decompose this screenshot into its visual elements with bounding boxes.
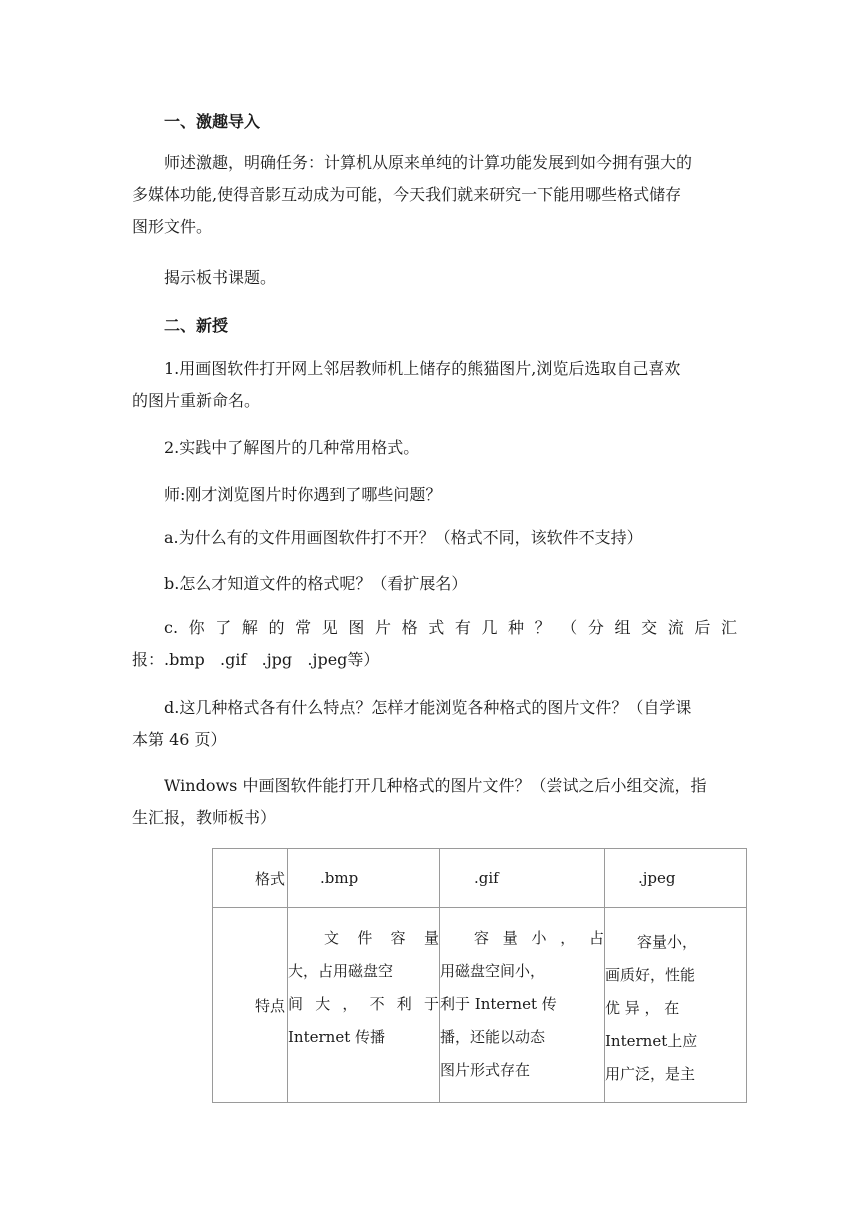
table-header-cell: .bmp [288,849,440,908]
section-heading-new: 二、新授 [164,316,229,335]
paragraph-line: d.这几种格式各有什么特点？怎样才能浏览各种格式的图片文件？（自学课 [164,698,692,717]
paragraph-line: Windows 中画图软件能打开几种格式的图片文件？（尝试之后小组交流，指 [164,776,707,795]
teacher-question: 师:刚才浏览图片时你遇到了哪些问题？ [164,485,442,504]
paragraph-line: 1.用画图软件打开网上邻居教师机上储存的熊猫图片,浏览后选取自己喜欢 [164,359,681,378]
list-item-1 [132,353,737,417]
format-table [212,848,747,1103]
table-header-row [213,849,747,908]
paragraph-line: 图形文件。 [132,217,213,236]
paragraph-intro [132,147,737,243]
table-row [213,908,747,1103]
windows-paragraph [132,770,737,834]
question-c [132,612,737,676]
table-header-cell: .jpeg [605,849,747,908]
paragraph-line: 本第 46 页） [132,730,227,749]
section-heading-intro: 一、激趣导入 [164,112,261,131]
question-d [132,692,737,756]
paragraph-line: 生汇报，教师板书） [132,808,277,827]
table-row-label: 特点 [213,908,288,1103]
paragraph-line: 报：.bmp .gif .jpg .jpeg等） [132,650,380,669]
question-a: a.为什么有的文件用画图软件打不开？（格式不同，该软件不支持） [164,528,643,547]
question-b: b.怎么才知道文件的格式呢？（看扩展名） [164,574,468,593]
list-item-2: 2.实践中了解图片的几种常用格式。 [164,438,420,457]
table-cell-jpeg: 容量小， 画质好，性能 优 异 ， 在 Internet上应 用广泛，是主 [605,908,747,1103]
paragraph-reveal: 揭示板书课题。 [164,268,277,287]
table-cell-gif: 容量小，占 用磁盘空间小， 利于 Internet 传 播，还能以动态 图片形式存在 [440,908,605,1103]
paragraph-line: 的图片重新命名。 [132,391,261,410]
paragraph-line: c.你了解的常见图片格式有几种？（分组交流后汇 [164,618,737,637]
paragraph-line: 多媒体功能,使得音影互动成为可能，今天我们就来研究一下能用哪些格式储存 [132,185,682,204]
paragraph-line: 师述激趣，明确任务：计算机从原来单纯的计算功能发展到如今拥有强大的 [164,153,693,172]
table-header-cell: .gif [440,849,605,908]
table-cell-bmp: 文件容量 大，占用磁盘空 间大，不利于 Internet 传播 [288,908,440,1103]
table-header-cell: 格式 [213,849,288,908]
